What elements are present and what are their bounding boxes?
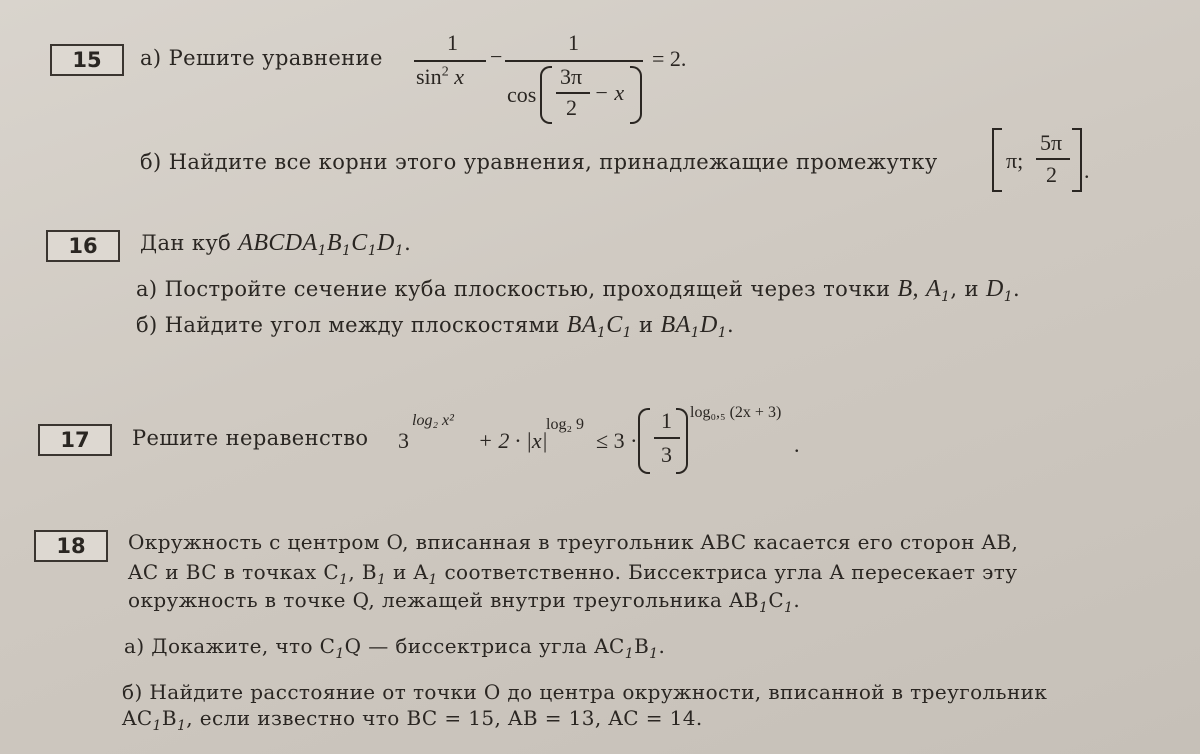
p17-dot: .	[794, 432, 800, 457]
p17-half-den: 3	[661, 442, 672, 467]
p16-a-text: а) Постройте сечение куба плоскостью, проходящей через точки B, $A_1$, и $D_1$.	[136, 276, 1021, 305]
problem-number-16: 16	[46, 230, 120, 262]
p15-minus: −	[490, 44, 503, 69]
p15-frac1-num: 1	[447, 30, 458, 55]
p17-plus2: + 2 · |x|	[478, 428, 548, 453]
p17-le3: ≤ 3 ·	[596, 428, 638, 453]
problem-number-18: 18	[34, 530, 108, 562]
p15-eq: = 2.	[652, 46, 687, 71]
p17-paren-right	[676, 408, 688, 474]
p18-b-line2: $AC_1B_1$, если известно что BC = 15, AB = 13, AC = 14.	[122, 706, 703, 734]
p15-interval-den: 2	[1046, 162, 1057, 187]
p17-paren-left	[638, 408, 650, 474]
p17-exp3: log₀,₅ (2x + 3)	[690, 404, 782, 421]
p18-a-text: а) Докажите, что $C_1Q$ — биссектриса угла $AC_1B_1$.	[124, 634, 666, 662]
problem-number-17: 17	[38, 424, 112, 456]
p15-paren-left	[540, 66, 552, 124]
p15-interval-left: π;	[1006, 148, 1024, 173]
p18-line2: AC и BC в точках $C_1$, $B_1$ и $A_1$ соответственно. Биссектриса угла A пересекает эту	[128, 560, 1018, 588]
p17-exp2: log₂ 9	[546, 416, 585, 433]
p18-line1: Окружность с центром O, вписанная в треугольник ABC касается его сторон AB,	[128, 530, 1019, 554]
p15-inner-bar	[556, 92, 590, 94]
p15-inner-den: 2	[566, 95, 577, 120]
p17-half-num: 1	[661, 408, 672, 433]
p15-paren-right	[630, 66, 642, 124]
p15-frac1-den: $\sin^2 x$	[416, 64, 464, 89]
p15-b-text: б) Найдите все корни этого уравнения, принадлежащие промежутку	[140, 150, 938, 174]
p15-frac2-bar	[505, 60, 643, 62]
p16-intro: Дан куб $ABCDA_1B_1C_1D_1$.	[140, 230, 412, 259]
p15-interval-left-bracket	[992, 128, 1002, 192]
p17-base3: 3	[398, 428, 409, 453]
p15-dot: .	[1084, 158, 1090, 183]
p15-a-text: а) Решите уравнение	[140, 46, 383, 70]
p15-inner-tail: − x	[594, 80, 625, 105]
p18-b-line1: б) Найдите расстояние от точки O до центра окружности, вписанной в треугольник	[122, 680, 1048, 704]
p15-interval-right-bracket	[1072, 128, 1082, 192]
p15-inner-num: 3π	[560, 64, 583, 89]
p15-interval-bar	[1036, 158, 1070, 160]
p16-b-text: б) Найдите угол между плоскостями $BA_1C_1$ и $BA_1D_1$.	[136, 312, 735, 341]
p17-text: Решите неравенство	[132, 426, 369, 450]
problem-number-15: 15	[50, 44, 124, 76]
p17-exp1: log₂ x²	[412, 412, 454, 429]
p15-interval-num: 5π	[1040, 130, 1063, 155]
p15-frac1-bar	[414, 60, 486, 62]
p15-frac2-num: 1	[568, 30, 579, 55]
p18-line3: окружность в точке Q, лежащей внутри треугольника $AB_1C_1$.	[128, 588, 801, 616]
p15-cos: cos	[507, 82, 537, 107]
